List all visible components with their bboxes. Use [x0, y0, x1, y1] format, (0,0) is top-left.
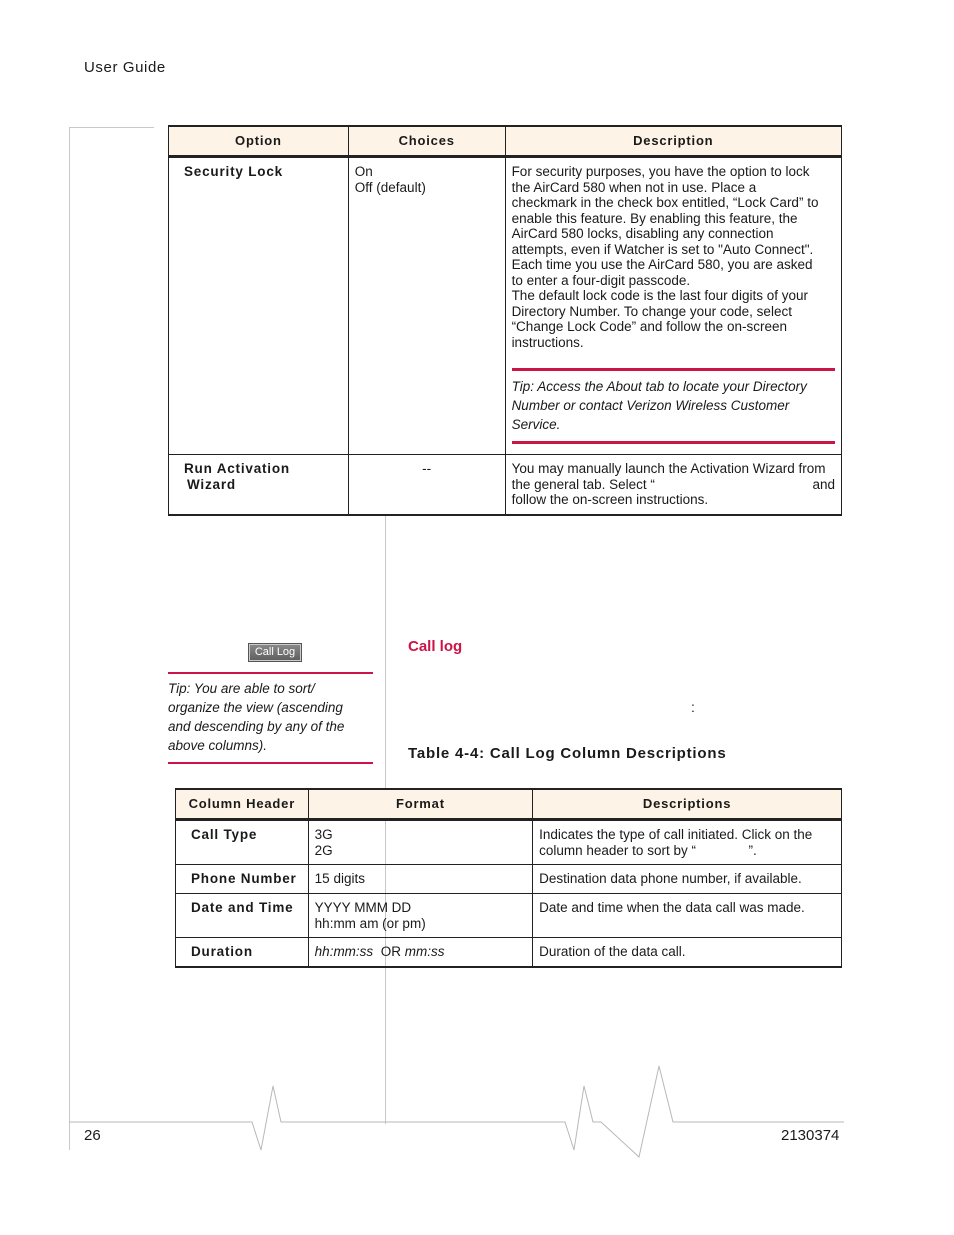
description-line: The default lock code is the last four digits of your [511, 288, 808, 303]
description-line: Indicates the type of call initiated. Click on the [539, 827, 813, 842]
description-line: You may manually launch the Activation Wizard from [511, 461, 826, 476]
row-label: Phone Number [176, 865, 309, 894]
description-line: instructions. [511, 334, 584, 350]
description-line: column header to sort by “ ”. [539, 842, 757, 858]
tip-line: above columns). [168, 738, 268, 753]
choice-off: Off (default) [354, 179, 426, 195]
format-line: hh:mm am (or pm) [314, 915, 426, 931]
format-text: OR [373, 944, 405, 959]
format-text: mm:ss [404, 944, 445, 959]
document-number: 2130374 [781, 1127, 840, 1144]
row-label: Call Type [176, 820, 309, 865]
table-caption: Table 4-4: Call Log Column Descriptions [408, 745, 727, 762]
description-line: AirCard 580 locks, disabling any connection [511, 226, 774, 241]
column-header-option: Option [169, 126, 349, 157]
call-log-button[interactable]: Call Log [248, 643, 302, 662]
format-cell [308, 938, 532, 967]
format-line: YYYY MMM DD [314, 900, 412, 915]
column-header-descriptions: Descriptions [533, 789, 842, 820]
column-header-description: Description [505, 126, 841, 157]
description-text: the general tab. Select “ [511, 476, 655, 492]
sidebar-tip [168, 679, 378, 755]
format-cell: 15 digits [308, 865, 532, 894]
tip-line: Tip: You are able to sort/ [168, 681, 315, 696]
description-cell [505, 455, 841, 515]
running-header: User Guide [84, 59, 166, 76]
row-label: Duration [176, 938, 309, 967]
description-line: “Change Lock Code” and follow the on-screen [511, 319, 787, 334]
description-line: Each time you use the AirCard 580, you are asked [511, 257, 813, 272]
option-security-lock: Security Lock [169, 157, 349, 455]
footer-pulse-graphic [69, 1060, 844, 1160]
option-label-line: Wizard [187, 476, 236, 492]
column-header-format: Format [308, 789, 532, 820]
choice-on: On [354, 164, 373, 179]
description-line [512, 477, 835, 493]
tip-line: organize the view (ascending [168, 700, 343, 715]
table-row [176, 865, 842, 894]
option-label-line: Run Activation [184, 461, 290, 476]
format-line: 3G [314, 827, 333, 842]
column-header-column-header: Column Header [176, 789, 309, 820]
left-margin-rule [69, 127, 70, 1150]
table-row [176, 894, 842, 938]
description-line: to enter a four-digit passcode. [511, 272, 691, 288]
description-line: Directory Number. To change your code, select [511, 303, 792, 319]
description-cell: Duration of the data call. [533, 938, 842, 967]
section-heading: Call log [408, 638, 463, 655]
description-cell: Date and time when the data call was made. [533, 894, 842, 938]
format-text: hh:mm:ss [314, 944, 374, 959]
format-line: 2G [314, 842, 333, 858]
tip-divider-top [512, 368, 835, 371]
colon-text: : [691, 699, 695, 715]
choices-cell [348, 157, 505, 455]
row-label: Date and Time [176, 894, 309, 938]
tip-line: Tip: Access the About tab to locate your Directory [511, 379, 807, 394]
choices-cell: -- [348, 455, 505, 515]
description-line: the AirCard 580 when not in use. Place a [511, 179, 757, 195]
description-line: checkmark in the check box entitled, “Lock Card” to [511, 195, 819, 210]
tip-line: Service. [511, 417, 561, 432]
tip-line: and descending by any of the [168, 719, 345, 734]
call-log-table [175, 788, 842, 968]
options-table [168, 125, 842, 516]
tip-line: Number or contact Verizon Wireless Customer [511, 398, 790, 413]
description-line: follow the on-screen instructions. [511, 492, 709, 507]
description-cell [533, 820, 842, 865]
description-text: and [812, 476, 835, 492]
description-cell: Destination data phone number, if available. [533, 865, 842, 894]
table-row [169, 455, 842, 515]
sidebar-tip-divider-top [168, 672, 373, 674]
column-header-choices: Choices [348, 126, 505, 157]
sidebar-tip-divider-bottom [168, 762, 373, 764]
page-number: 26 [84, 1127, 101, 1144]
top-margin-rule [69, 127, 154, 128]
table-row [169, 157, 842, 455]
description-line: attempts, even if Watcher is set to "Auto Connect". [511, 241, 814, 257]
tip-divider-bottom [512, 441, 835, 444]
table-row [176, 938, 842, 967]
option-run-activation-wizard [169, 455, 349, 515]
description-cell [505, 157, 841, 455]
description-line: For security purposes, you have the option to lock [511, 164, 810, 179]
description-line: enable this feature. By enabling this feature, the [511, 210, 798, 226]
format-cell [308, 820, 532, 865]
format-cell [308, 894, 532, 938]
table-row [176, 820, 842, 865]
